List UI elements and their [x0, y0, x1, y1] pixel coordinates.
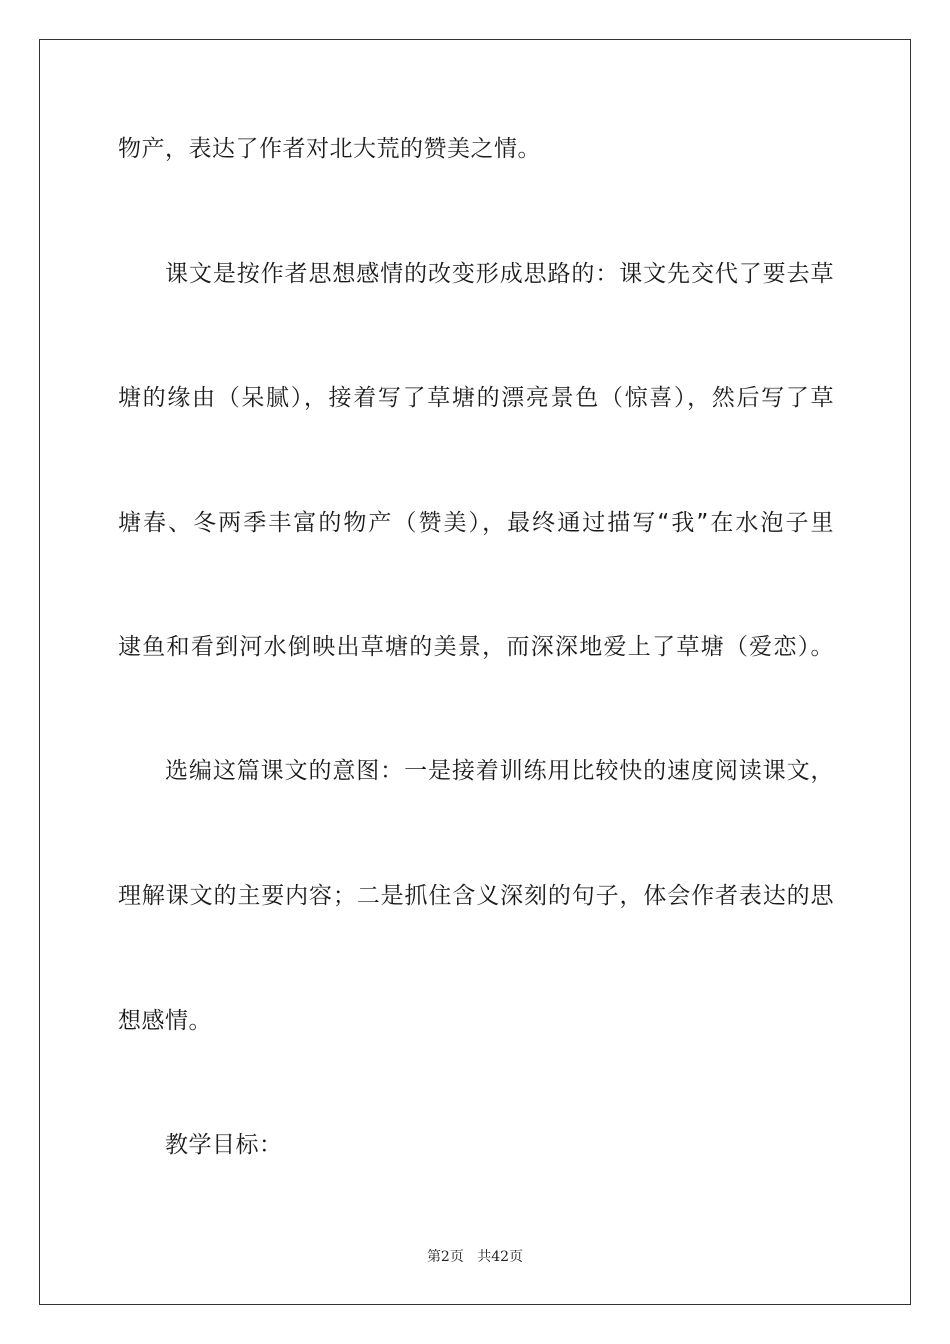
text-line-2: 课文是按作者思想感情的改变形成思路的：课文先交代了要去草: [165, 261, 834, 287]
page-number: 第2页: [426, 1249, 464, 1265]
page-border: [39, 39, 911, 1305]
page-footer: [0, 1248, 950, 1266]
page-total: 共42页: [477, 1249, 524, 1265]
text-line-3: 塘的缘由（呆腻），接着写了草塘的漂亮景色（惊喜），然后写了草: [118, 385, 834, 411]
text-line-6: 选编这篇课文的意图：一是接着训练用比较快的速度阅读课文，: [165, 758, 834, 784]
text-line-5: 逮鱼和看到河水倒映出草塘的美景，而深深地爱上了草塘（爱恋）。: [118, 634, 834, 660]
section-heading: 教学目标：: [165, 1132, 283, 1158]
text-line-4: 塘春、冬两季丰富的物产（赞美），最终通过描写“我”在水泡子里: [118, 510, 834, 536]
text-line-8: 想感情。: [118, 1008, 212, 1034]
text-line-1: 物产，表达了作者对北大荒的赞美之情。: [118, 136, 541, 162]
text-line-7: 理解课文的主要内容；二是抓住含义深刻的句子，体会作者表达的思: [118, 883, 834, 909]
